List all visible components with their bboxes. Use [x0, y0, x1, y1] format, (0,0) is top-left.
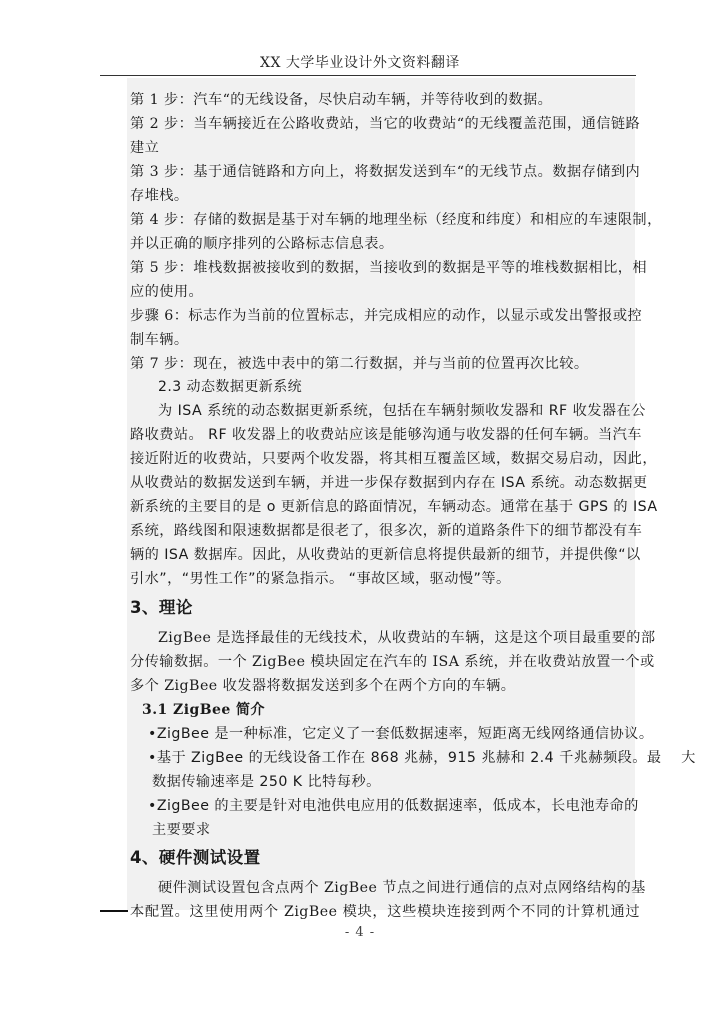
bullet-line: •ZigBee 的主要是针对电池供电应用的低数据速率，低成本，长电池寿命的 — [148, 798, 639, 814]
paragraph-line: 分传输数据。一个 ZigBee 模块固定在汽车的 ISA 系统，并在收费站放置一个或 — [130, 654, 655, 670]
footer-rule — [100, 910, 128, 912]
paragraph-line: 本配置。这里使用两个 ZigBee 模块，这些模块连接到两个不同的计算机通过 — [130, 904, 640, 920]
paragraph-line: 从收费站的数据发送到车辆，并进一步保存数据到内存在 ISA 系统。动态数据更 — [130, 475, 648, 491]
step-line: 第 5 步：堆栈数据被接收到的数据，当接收到的数据是平等的堆栈数据相比，相 — [130, 260, 648, 276]
step-line: 第 2 步：当车辆接近在公路收费站，当它的收费站“的无线覆盖范围，通信链路 — [130, 116, 641, 132]
paragraph-line: 新系统的主要目的是 o 更新信息的路面情况，车辆动态。通常在基于 GPS 的 ISA — [130, 499, 658, 515]
section-heading-3-1: 3.1 ZigBee 简介 — [142, 702, 265, 718]
header-title: XX 大学毕业设计外文资料翻译 — [260, 55, 460, 71]
paragraph-line: 辆的 ISA 数据库。因此，从收费站的更新信息将提供最新的细节，并提供像“以 — [130, 547, 641, 563]
section-heading-4: 4、硬件测试设置 — [130, 848, 261, 867]
step-line: 存堆栈。 — [130, 188, 189, 204]
paragraph-line: 为 ISA 系统的动态数据更新系统，包括在车辆射频收发器和 RF 收发器在公 — [158, 403, 646, 419]
bullet-line: 数据传输速率是 250 K 比特每秒。 — [152, 774, 381, 790]
paragraph-line: 硬件测试设置包含点两个 ZigBee 节点之间进行通信的点对点网络结构的基 — [158, 880, 646, 896]
step-line: 制车辆。 — [130, 332, 189, 348]
step-line: 建立 — [130, 140, 160, 156]
paragraph-line: ZigBee 是选择最佳的无线技术，从收费站的车辆，这是这个项目最重要的部 — [158, 630, 656, 646]
step-line: 应的使用。 — [130, 284, 204, 300]
bullet-line: •基于 ZigBee 的无线设备工作在 868 兆赫，915 兆赫和 2.4 千兆赫频段。最 大 — [148, 750, 696, 766]
step-line: 并以正确的顺序排列的公路标志信息表。 — [130, 236, 394, 252]
paragraph-line: 引水”，“男性工作”的紧急指示。 “事故区域，驱动慢”等。 — [130, 571, 511, 587]
step-line: 第 4 步：存储的数据是基于对车辆的地理坐标（经度和纬度）和相应的车速限制， — [130, 212, 662, 228]
bullet-line: 主要要求 — [152, 822, 211, 838]
bullet-line: •ZigBee 是一种标准，它定义了一套低数据速率，短距离无线网络通信协议。 — [148, 726, 654, 742]
paragraph-line: 系统，路线图和限速数据都是很老了，很多次，新的道路条件下的细节都没有车 — [130, 523, 643, 539]
paragraph-line: 路收费站。 RF 收发器上的收费站应该是能够沟通与收发器的任何车辆。当汽车 — [130, 427, 642, 443]
header-rule — [100, 75, 636, 76]
paragraph-line: 多个 ZigBee 收发器将数据发送到多个在两个方向的车辆。 — [130, 678, 516, 694]
section-heading-3: 3、理论 — [130, 598, 193, 617]
step-line: 第 3 步：基于通信链路和方向上，将数据发送到车“的无线节点。数据存储到内 — [130, 164, 641, 180]
step-line: 第 7 步：现在，被选中表中的第二行数据，并与当前的位置再次比较。 — [130, 356, 589, 372]
paragraph-line: 接近附近的收费站，只要两个收发器，将其相互覆盖区域，数据交易启动，因此， — [130, 451, 657, 467]
step-line: 步骤 6：标志作为当前的位置标志，并完成相应的动作，以显示或发出警报或控 — [130, 308, 643, 324]
page-number: - 4 - — [344, 925, 376, 940]
step-line: 第 1 步：汽车“的无线设备，尽快启动车辆，并等待收到的数据。 — [130, 92, 553, 108]
section-heading-2-3: 2.3 动态数据更新系统 — [158, 379, 303, 395]
